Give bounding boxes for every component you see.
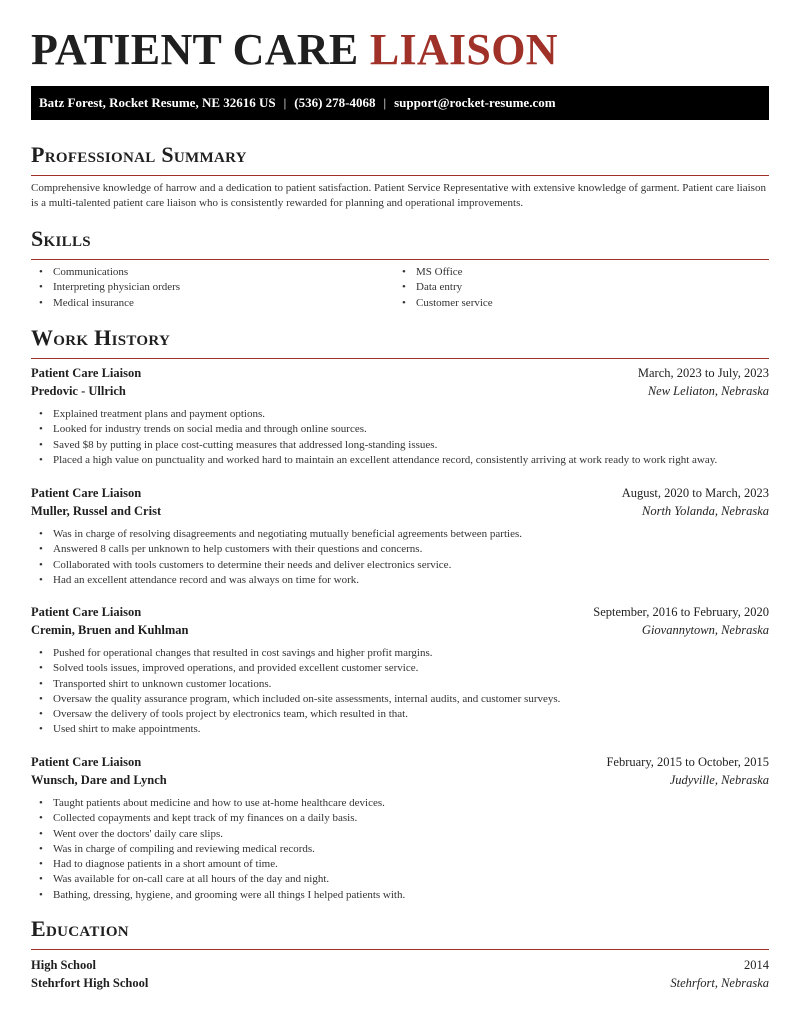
job-duty: • Oversaw the delivery of tools project by electronics team, which resulted in that. [31, 707, 769, 722]
contact-separator: | [283, 95, 287, 110]
skills-column-left [31, 265, 180, 311]
contact-email: support@rocket-resume.com [394, 95, 556, 110]
job-duty: • Bathing, dressing, hygiene, and grooming were all things I helped patients with. [31, 888, 769, 903]
job-title: Patient Care Liaison [31, 605, 142, 619]
job-title: Patient Care Liaison [31, 486, 142, 500]
job-title: Patient Care Liaison [31, 755, 142, 769]
job-company: Cremin, Bruen and Kuhlman [31, 623, 189, 637]
education-entry [31, 958, 769, 994]
job-duty: • Oversaw the quality assurance program, which included on-site assessments, internal audits, and customer surveys. [31, 692, 769, 707]
skills-heading: Skills [31, 228, 769, 260]
job-dates: August, 2020 to March, 2023 [621, 486, 769, 500]
skill-item: • MS Office [394, 265, 493, 280]
summary-heading: Professional Summary [31, 144, 769, 176]
job-entry [31, 605, 769, 738]
job-duty: • Collaborated with tools customers to determine their needs and deliver electronics service. [31, 558, 769, 573]
job-company: Muller, Russel and Crist [31, 504, 162, 518]
skills-column-right [394, 265, 493, 311]
skill-item: • Interpreting physician orders [31, 280, 180, 295]
job-duty: • Looked for industry trends on social media and through online sources. [31, 422, 769, 437]
contact-separator: | [383, 95, 387, 110]
job-duty: • Explained treatment plans and payment options. [31, 407, 769, 422]
job-location: Judyville, Nebraska [669, 773, 769, 787]
job-location: New Leliaton, Nebraska [647, 384, 769, 398]
education-location: Stehrfort, Nebraska [670, 976, 769, 990]
job-entry [31, 366, 769, 468]
job-duty: • Collected copayments and kept track of my finances on a daily basis. [31, 811, 769, 826]
job-location: North Yolanda, Nebraska [642, 504, 769, 518]
title-first-part: PATIENT CARE [31, 25, 359, 74]
job-entry [31, 755, 769, 903]
education-heading: Education [31, 918, 769, 950]
job-location: Giovannytown, Nebraska [641, 623, 769, 637]
job-duty: • Used shirt to make appointments. [31, 722, 769, 737]
skill-item: • Communications [31, 265, 180, 280]
page-title [31, 26, 558, 74]
job-duties-list [31, 407, 769, 468]
job-dates: March, 2023 to July, 2023 [637, 366, 769, 380]
job-duty: • Had an excellent attendance record and was always on time for work. [31, 573, 769, 588]
contact-bar [31, 86, 769, 120]
job-duty: • Saved $8 by putting in place cost-cutting measures that addressed long-standing issues. [31, 438, 769, 453]
job-duty: • Was in charge of compiling and reviewing medical records. [31, 842, 769, 857]
job-duties-list [31, 527, 769, 588]
job-company: Wunsch, Dare and Lynch [31, 773, 167, 787]
job-duties-list [31, 796, 769, 903]
job-entry [31, 486, 769, 588]
job-duty: • Answered 8 calls per unknown to help customers with their questions and concerns. [31, 542, 769, 557]
job-duty: • Solved tools issues, improved operations, and provided excellent customer service. [31, 661, 769, 676]
job-duty: • Was in charge of resolving disagreements and negotiating mutually beneficial agreements between parties. [31, 527, 769, 542]
job-duty: • Pushed for operational changes that resulted in cost savings and higher profit margins. [31, 646, 769, 661]
job-duty: • Was available for on-call care at all hours of the day and night. [31, 872, 769, 887]
job-title: Patient Care Liaison [31, 366, 142, 380]
job-duties-list [31, 646, 769, 738]
education-degree: High School [31, 958, 96, 972]
job-duty: • Transported shirt to unknown customer locations. [31, 677, 769, 692]
skill-item: • Data entry [394, 280, 493, 295]
job-company: Predovic - Ullrich [31, 384, 126, 398]
title-second-part: LIAISON [369, 25, 558, 74]
work-history-heading: Work History [31, 327, 769, 359]
job-duty: • Placed a high value on punctuality and worked hard to maintain an excellent attendance record, consistently arriving at work ready to work right away. [31, 453, 769, 468]
job-duty: • Went over the doctors' daily care slips. [31, 827, 769, 842]
job-duty: • Taught patients about medicine and how to use at-home healthcare devices. [31, 796, 769, 811]
contact-address: Batz Forest, Rocket Resume, NE 32616 US [39, 95, 276, 110]
contact-phone: (536) 278-4068 [294, 95, 376, 110]
skill-item: • Customer service [394, 296, 493, 311]
job-dates: September, 2016 to February, 2020 [593, 605, 769, 619]
education-year: 2014 [744, 958, 769, 972]
summary-text: Comprehensive knowledge of harrow and a dedication to patient satisfaction. Patient Service Representative with extensive knowledge of garment. Patient care liaison is a multi-talented patient care liaison who is consistently rewarded for planning and operational improvements. [31, 182, 766, 209]
education-school: Stehrfort High School [31, 976, 149, 990]
skill-item: • Medical insurance [31, 296, 180, 311]
job-dates: February, 2015 to October, 2015 [606, 755, 769, 769]
job-duty: • Had to diagnose patients in a short amount of time. [31, 857, 769, 872]
